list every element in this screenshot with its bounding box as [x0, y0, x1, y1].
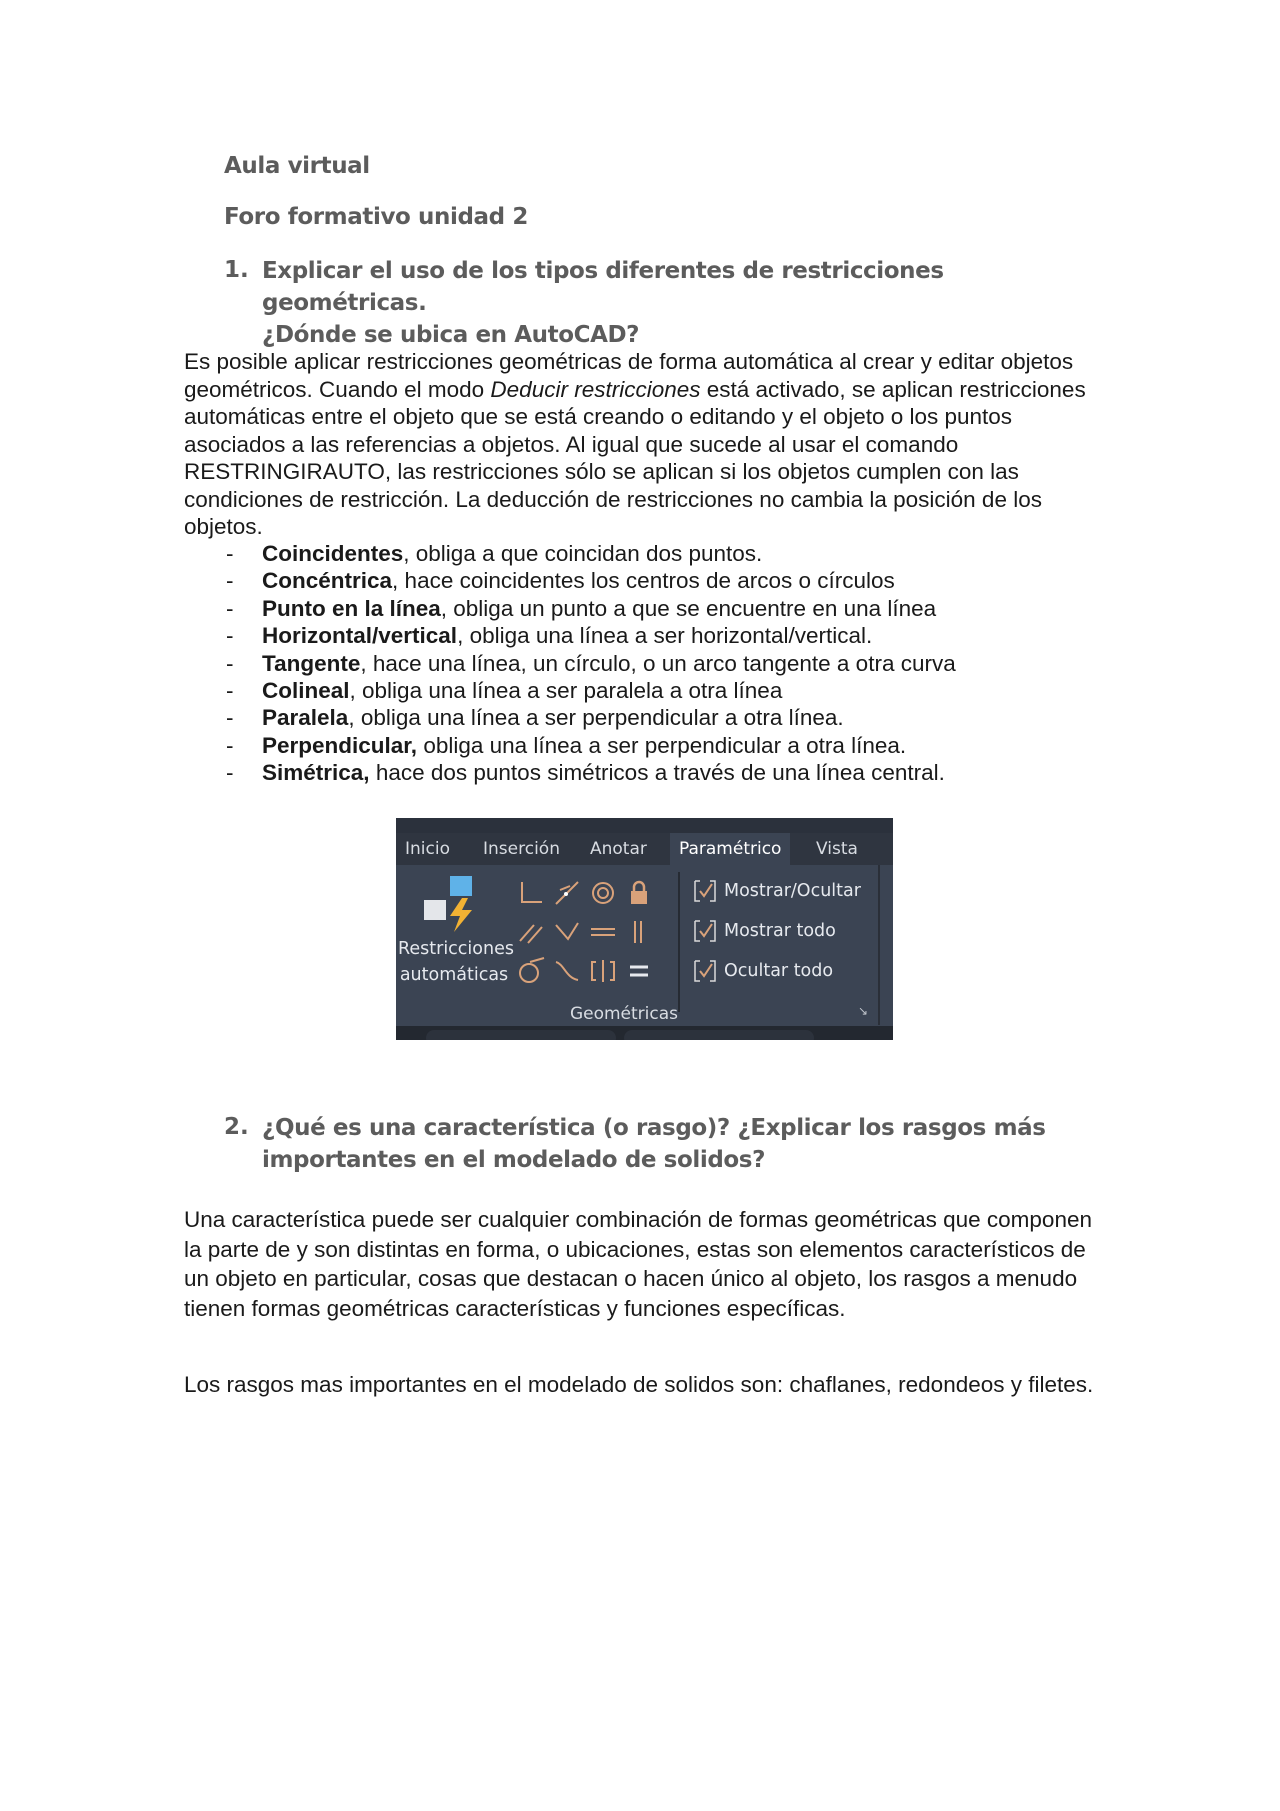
question-1-line2: ¿Dónde se ubica en AutoCAD? — [262, 322, 640, 348]
list-item: - Coincidentes, obliga a que coincidan dos puntos. — [226, 541, 763, 566]
tab-insercion[interactable]: Inserción — [483, 839, 560, 859]
question-1-line1: Explicar el uso de los tipos diferentes de restricciones geométricas. — [262, 258, 944, 316]
tab-parametrico[interactable]: Paramétrico — [670, 833, 790, 865]
list-item: - Simétrica, hace dos puntos simétricos a través de una línea central. — [226, 760, 945, 786]
auto-constrain-label[interactable] — [398, 936, 514, 988]
list-item: - Perpendicular, obliga una línea a ser perpendicular a otra línea. — [226, 732, 907, 758]
ribbon-right-edge — [878, 865, 880, 1025]
smooth-icon[interactable] — [552, 956, 582, 986]
answer-2-paragraph-1: Una característica puede ser cualquier combinación de formas geométricas que componen la parte de y son distintas en forma, o ubicaciones, estas son elementos característicos de un objeto en particular, cosas que destacan o hacen único al objeto, los rasgos a menudo tienen formas geométricas características y funciones específicas. — [184, 1207, 1092, 1321]
equal-icon[interactable] — [624, 956, 654, 986]
tab-inicio[interactable]: Inicio — [405, 839, 450, 859]
ribbon-title-strip — [396, 818, 893, 833]
show-all-icon — [692, 918, 718, 944]
symmetric-icon[interactable] — [588, 956, 618, 986]
show-hide-icon — [692, 878, 718, 904]
tab-anotar[interactable]: Anotar — [590, 839, 647, 859]
intro-paragraph — [184, 348, 1114, 541]
ribbon-tab-bar — [396, 833, 893, 865]
geometric-group-label: Geométricas — [569, 1004, 679, 1024]
show-hide-button[interactable] — [692, 876, 861, 906]
list-item: - Concéntrica, hace coincidentes los centros de arcos o círculos — [226, 568, 895, 594]
auto-constrain-label-line1: Restricciones — [398, 939, 514, 959]
coincident-icon[interactable] — [516, 878, 546, 908]
show-hide-label: Mostrar/Ocultar — [724, 881, 861, 901]
horizontal-icon[interactable] — [588, 917, 618, 947]
intro-text-part1: Es posible aplicar restricciones geométricas de forma automática al crear y editar objetos geométricos. Cuando el modo — [184, 349, 1074, 402]
auto-constrain-icon[interactable] — [422, 874, 484, 934]
constraint-list — [224, 540, 956, 787]
list-item: - Paralela, obliga una línea a ser perpendicular a otra línea. — [226, 705, 844, 731]
question-2-number: 2. — [224, 1114, 249, 1140]
forum-title: Foro formativo unidad 2 — [224, 204, 528, 230]
parallel-icon[interactable] — [516, 917, 546, 947]
perpendicular-icon[interactable] — [552, 917, 582, 947]
course-title: Aula virtual — [224, 153, 370, 179]
hide-all-icon — [692, 958, 718, 984]
question-2-line2: importantes en el modelado de solidos? — [262, 1147, 766, 1173]
list-item: - Tangente, hace una línea, un círculo, o un arco tangente a otra curva — [226, 650, 956, 676]
tab-vista[interactable]: Vista — [816, 839, 858, 859]
bottom-pill — [624, 1030, 814, 1040]
list-item: - Colineal, obliga una línea a ser paralela a otra línea — [226, 678, 783, 704]
question-2-line1: ¿Qué es una característica (o rasgo)? ¿Explicar los rasgos más — [262, 1115, 1046, 1141]
show-all-label: Mostrar todo — [724, 921, 836, 941]
autocad-ribbon-screenshot — [396, 818, 893, 1040]
question-1-number: 1. — [224, 257, 249, 283]
auto-constrain-label-line2: automáticas — [399, 965, 509, 985]
collinear-icon[interactable] — [552, 878, 582, 908]
list-item: - Punto en la línea, obliga un punto a que se encuentre en una línea — [226, 595, 937, 621]
intro-text-part2: está activado, se aplican restricciones automáticas entre el objeto que se está creando o editando y el objeto o los puntos asociados a las referencias a objetos. Al igual que sucede al usar el comando RESTRINGIRAUTO, las restricciones sólo se aplican si los objetos cumplen con las condiciones de restricción. La deducción de restricciones no cambia la posición de los objetos. — [184, 376, 1086, 539]
tangent-icon[interactable] — [516, 956, 546, 986]
intro-italic-term: Deducir restricciones — [490, 376, 701, 402]
concentric-icon[interactable] — [588, 878, 618, 908]
question-1-text — [262, 255, 1102, 351]
show-all-button[interactable] — [692, 916, 836, 946]
list-item: - Horizontal/vertical, obliga una línea a ser horizontal/vertical. — [226, 623, 873, 649]
question-2-text — [262, 1112, 1102, 1176]
panel-separator — [678, 872, 680, 1012]
fix-lock-icon[interactable] — [624, 878, 654, 908]
vertical-icon[interactable] — [624, 917, 654, 947]
hide-all-label: Ocultar todo — [724, 961, 834, 981]
answer-2-paragraph-2: Los rasgos mas importantes en el modelado de solidos son: chaflanes, redondeos y filetes. — [184, 1372, 1094, 1397]
hide-all-button[interactable] — [692, 956, 833, 986]
panel-launcher-icon[interactable]: ↘ — [858, 1004, 869, 1018]
bottom-pill — [426, 1030, 616, 1040]
ribbon-bottom-strip — [396, 1026, 893, 1040]
